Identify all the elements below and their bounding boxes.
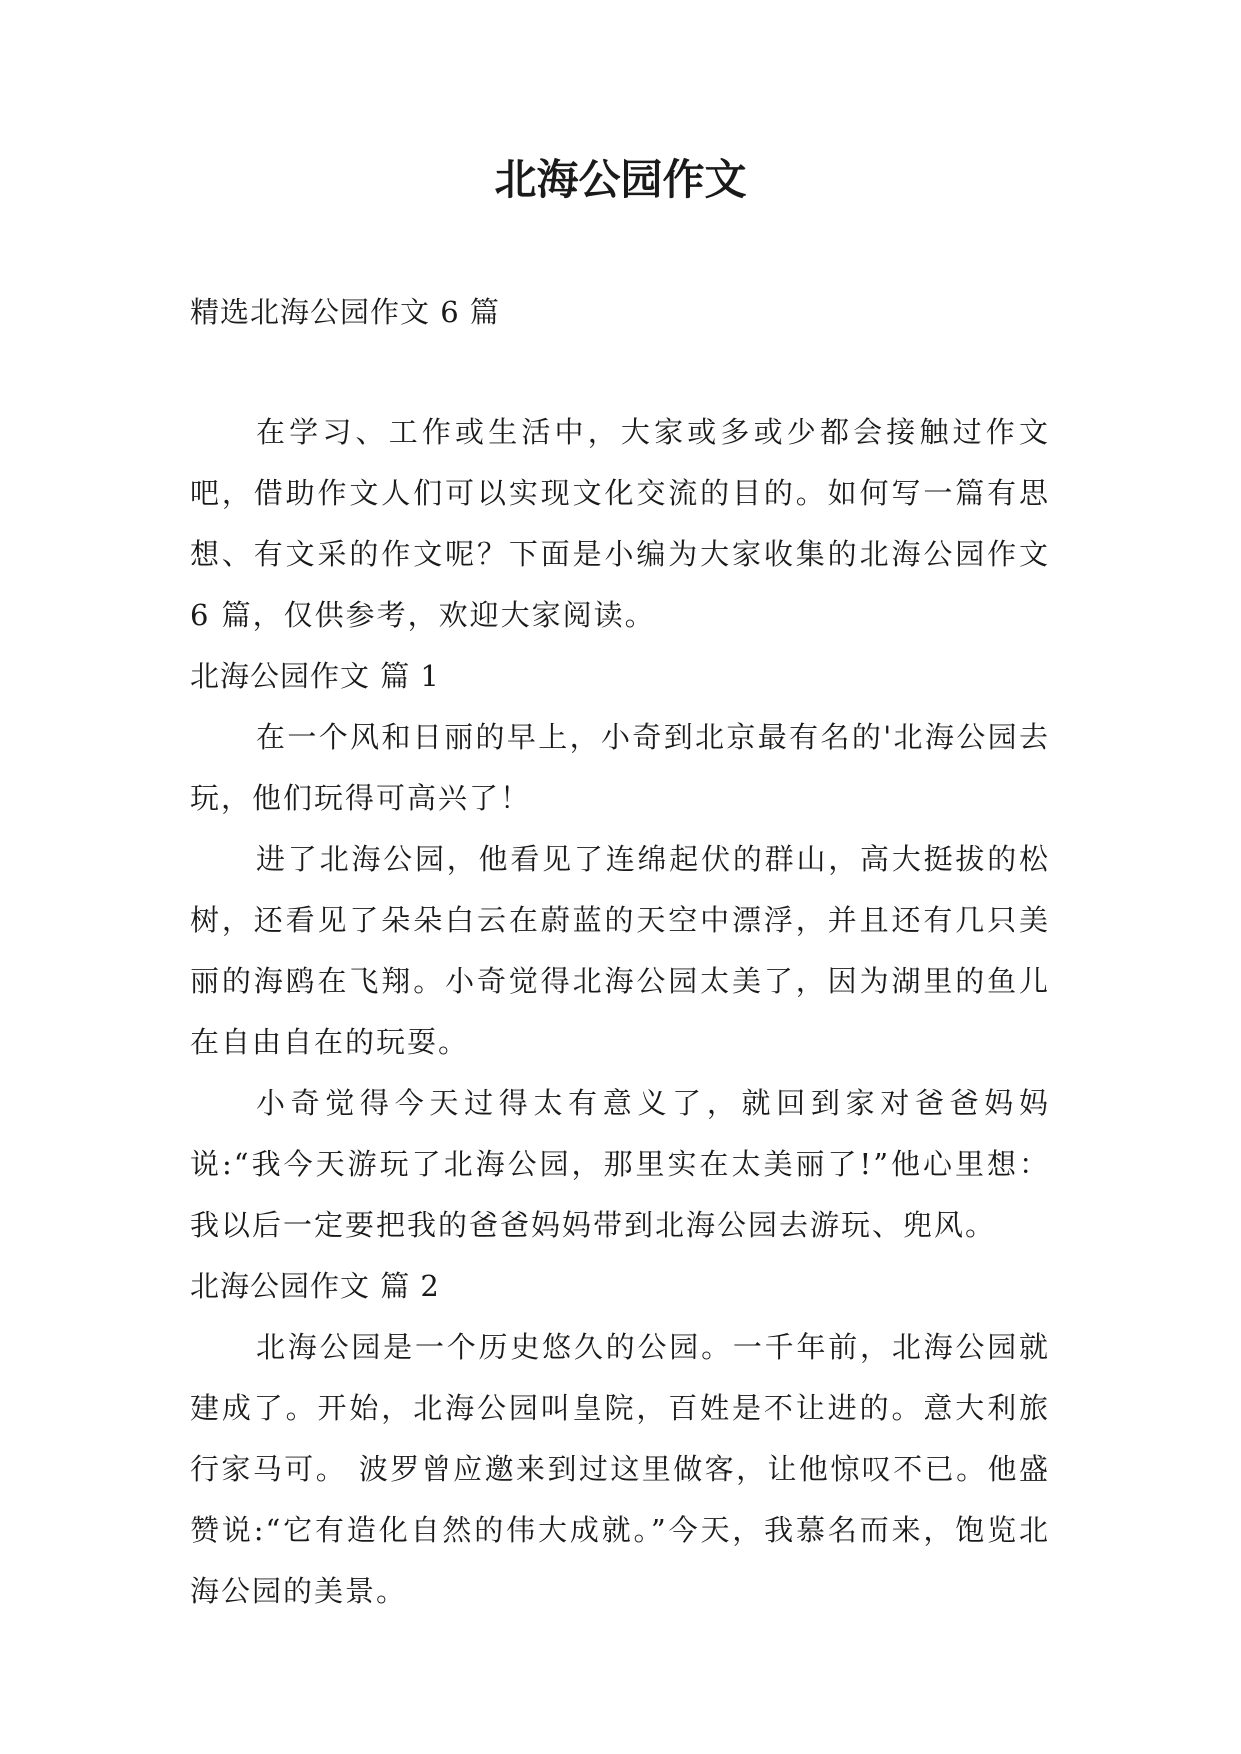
essay-paragraph: 北海公园是一个历史悠久的公园。一千年前，北海公园就建成了。开始，北海公园叫皇院，百姓是不让进的。意大利旅行家马可。 波罗曾应邀来到过这里做客，让他惊叹不已。他盛赞说:“它有造化自然的伟大成就。”今天，我慕名而来，饱览北海公园的美景。 bbox=[190, 1330, 1050, 1608]
essay-paragraph: 小奇觉得今天过得太有意义了，就回到家对爸爸妈妈说:“我今天游玩了北海公园，那里实在太美丽了!”他心里想：我以后一定要把我的爸爸妈妈带到北海公园去游玩、兜风。 bbox=[190, 1086, 1050, 1242]
document-subtitle: 精选北海公园作文 6 篇 bbox=[190, 295, 500, 329]
essay-paragraph: 进了北海公园，他看见了连绵起伏的群山，高大挺拔的松树，还看见了朵朵白云在蔚蓝的天空中漂浮，并且还有几只美丽的海鸥在飞翔。小奇觉得北海公园太美了，因为湖里的鱼儿在自由自在的玩耍。 bbox=[190, 842, 1050, 1059]
intro-paragraph: 在学习、工作或生活中，大家或多或少都会接触过作文吧，借助作文人们可以实现文化交流的目的。如何写一篇有思想、有文采的作文呢？下面是小编为大家收集的北海公园作文 6 篇，仅供参考，欢迎大家阅读。 bbox=[190, 415, 1050, 632]
essay-paragraph: 在一个风和日丽的早上，小奇到北京最有名的'北海公园去玩，他们玩得可高兴了！ bbox=[190, 720, 1050, 815]
essay-heading: 北海公园作文 篇 1 bbox=[190, 659, 440, 693]
document-title: 北海公园作文 bbox=[494, 155, 747, 204]
document-body bbox=[190, 402, 1050, 1622]
essay-heading: 北海公园作文 篇 2 bbox=[190, 1269, 440, 1303]
